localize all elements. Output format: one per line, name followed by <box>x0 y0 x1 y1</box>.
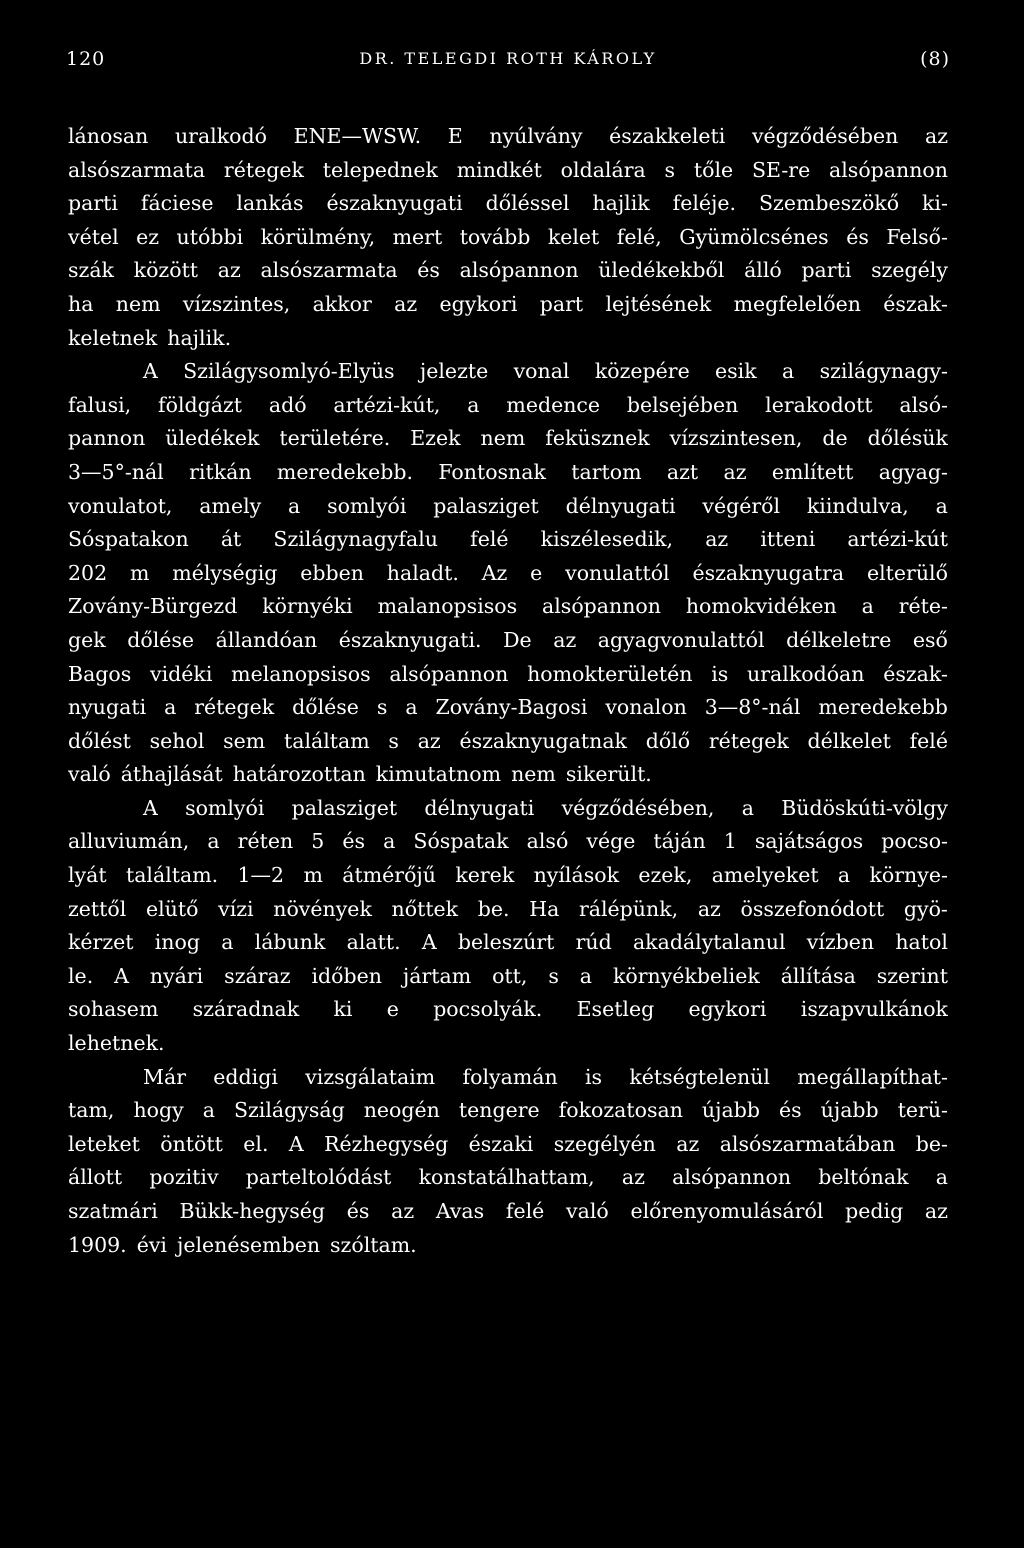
text-line: keletnek hajlik. <box>68 325 232 350</box>
body-text <box>68 120 948 1262</box>
text-line: pannon üledékek területére. Ezek nem feküsznek vízszintesen, de dőlésük <box>68 426 948 451</box>
text-line: állott pozitiv parteltolódást konstatálhattam, az alsópannon beltónak a <box>68 1165 948 1190</box>
text-line: sohasem száradnak ki e pocsolyák. Esetleg egykori iszapvulkánok <box>68 997 948 1022</box>
paragraph <box>68 792 948 1061</box>
paragraph <box>68 120 948 355</box>
text-line: való áthajlását határozottan kimutatnom nem sikerült. <box>68 762 652 787</box>
text-line: zettől elütő vízi növények nőttek be. Ha rálépünk, az összefonódott gyö- <box>68 896 948 921</box>
text-line: parti fáciese lankás északnyugati dőléssel hajlik feléje. Szembeszökő ki- <box>68 191 948 216</box>
text-line: szák között az alsószarmata és alsópannon üledékekből álló parti szegély <box>68 258 948 283</box>
text-line: falusi, földgázt adó artézi-kút, a medence belsejében lerakodott alsó- <box>68 392 948 417</box>
text-line: ha nem vízszintes, akkor az egykori part lejtésének megfelelően észak- <box>68 291 948 316</box>
text-line: alsószarmata rétegek telepednek mindkét oldalára s tőle SE-re alsópannon <box>68 157 948 182</box>
text-line: le. A nyári száraz időben jártam ott, s a környékbeliek állítása szerint <box>68 963 948 988</box>
text-line: 1909. évi jelenésemben szóltam. <box>68 1232 417 1257</box>
text-line: lánosan uralkodó ENE—WSW. E nyúlvány északkeleti végződésében az <box>68 124 948 148</box>
page-header <box>66 48 950 78</box>
text-line: leteket öntött el. A Rézhegység északi szegélyén az alsószarmatában be- <box>68 1131 948 1156</box>
text-line: dőlést sehol sem találtam s az északnyugatnak dőlő rétegek délkelet felé <box>68 728 948 753</box>
text-line: szatmári Bükk-hegység és az Avas felé való előrenyomulásáról pedig az <box>68 1199 948 1223</box>
text-line: A Szilágysomlyó-Elyüs jelezte vonal közepére esik a szilágynagy- <box>143 359 948 384</box>
running-title: DR. TELEGDI ROTH KÁROLY <box>359 49 657 68</box>
text-line: lyát találtam. 1—2 m átmérőjű kerek nyílások ezek, amelyeket a környe- <box>68 863 948 888</box>
text-line: alluviumán, a réten 5 és a Sóspatak alsó vége táján 1 sajátságos pocso- <box>68 829 948 854</box>
text-line: Bagos vidéki melanopsisos alsópannon homokterületén is uralkodóan észak- <box>68 661 948 686</box>
paragraph <box>68 355 948 792</box>
section-number: (8) <box>920 48 950 70</box>
text-line: Sóspatakon át Szilágynagyfalu felé kiszélesedik, az itteni artézi-kút <box>68 527 948 552</box>
text-line: nyugati a rétegek dőlése s a Zovány-Bagosi vonalon 3—8°-nál meredekebb <box>68 695 948 720</box>
text-line: A somlyói palasziget délnyugati végződésében, a Büdöskúti-völgy <box>143 795 948 820</box>
text-line: Zovány-Bürgezd környéki malanopsisos alsópannon homokvidéken a réte- <box>68 594 948 619</box>
text-line: lehetnek. <box>68 1031 165 1056</box>
text-line: vonulatot, amely a somlyói palasziget délnyugati végéről kiindulva, a <box>68 493 948 518</box>
text-line: 3—5°-nál ritkán meredekebb. Fontosnak tartom azt az említett agyag- <box>68 459 948 484</box>
page-number: 120 <box>66 48 106 70</box>
paragraph <box>68 1061 948 1263</box>
text-line: 202 m mélységig ebben haladt. Az e vonulattól északnyugatra elterülő <box>68 560 948 585</box>
text-line: vétel ez utóbbi körülmény, mert tovább kelet felé, Gyümölcsénes és Felső- <box>68 224 948 249</box>
text-line: tam, hogy a Szilágyság neogén tengere fokozatosan újabb és újabb terü- <box>68 1098 948 1123</box>
text-line: gek dőlése állandóan északnyugati. De az agyagvonulattól délkeletre eső <box>68 627 948 652</box>
text-line: Már eddigi vizsgálataim folyamán is kétségtelenül megállapíthat- <box>143 1064 948 1089</box>
text-line: kérzet inog a lábunk alatt. A beleszúrt rúd akadálytalanul vízben hatol <box>68 930 948 955</box>
